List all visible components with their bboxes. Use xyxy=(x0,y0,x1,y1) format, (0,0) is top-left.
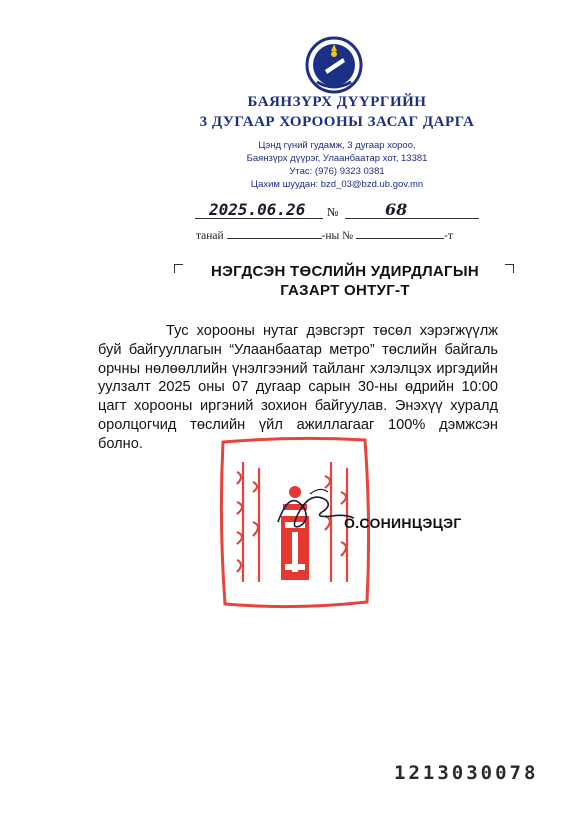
body-paragraph: Тус хорооны нутаг дэвсгэрт төсөл хэрэгжүүлж буй байгууллагын “Улаанбаатар метро” төслийн байгаль орчны нөлөөллийн үнэлгээний тайланг хэлэлцэх иргэдийн уулзалт 2025 оны 07 дугаар сарын 30-ны өдрийн 10:00 цагт хорооны иргэний зохион байгуулав. Энэхүү хуралд оролцогчид төслийн үйл ажиллагааг 100% дэмжсэн болно. xyxy=(98,323,498,452)
reply-date-blank xyxy=(227,228,322,239)
number-underline xyxy=(345,218,479,219)
email-line: Цахим шуудан: bzd_03@bzd.ub.gov.mn xyxy=(250,179,424,190)
date-number-line xyxy=(195,200,485,222)
reply-prefix: танай xyxy=(196,230,224,242)
signer-name: О.СОНИНЦЭЦЭГ xyxy=(344,515,462,531)
phone-line: Утас: (976) 9323 0381 xyxy=(289,166,385,177)
reply-suffix: -т xyxy=(444,230,453,242)
subject-line1: НЭГДСЭН ТӨСЛИЙН УДИРДЛАГЫН xyxy=(211,263,479,280)
date-underline xyxy=(195,218,323,219)
subject-line2: ГАЗАРТ ОНТУГ-Т xyxy=(280,282,410,299)
org-name-line1: БАЯНЗҮРХ ДҮҮРГИЙН xyxy=(247,94,427,110)
reply-number-blank xyxy=(356,228,444,239)
address-line2: Баянзүрх дүүрэг, Улаанбаатар хот, 13381 xyxy=(246,153,428,164)
org-name-line2: 3 ДУГААР ХОРООНЫ ЗАСАГ ДАРГА xyxy=(199,114,475,130)
letter-number: 68 xyxy=(385,200,408,219)
address-line1: Цэнд гүний гудамж, 3 дугаар хороо, xyxy=(258,140,416,151)
subject-block xyxy=(180,262,510,300)
reply-reference-line xyxy=(196,228,453,242)
number-label: № xyxy=(327,205,339,219)
reply-middle: -ны № xyxy=(321,230,354,242)
state-emblem-icon xyxy=(303,34,365,94)
document-serial-number: 1213030078 xyxy=(394,762,539,784)
letter-date: 2025.06.26 xyxy=(209,200,306,219)
